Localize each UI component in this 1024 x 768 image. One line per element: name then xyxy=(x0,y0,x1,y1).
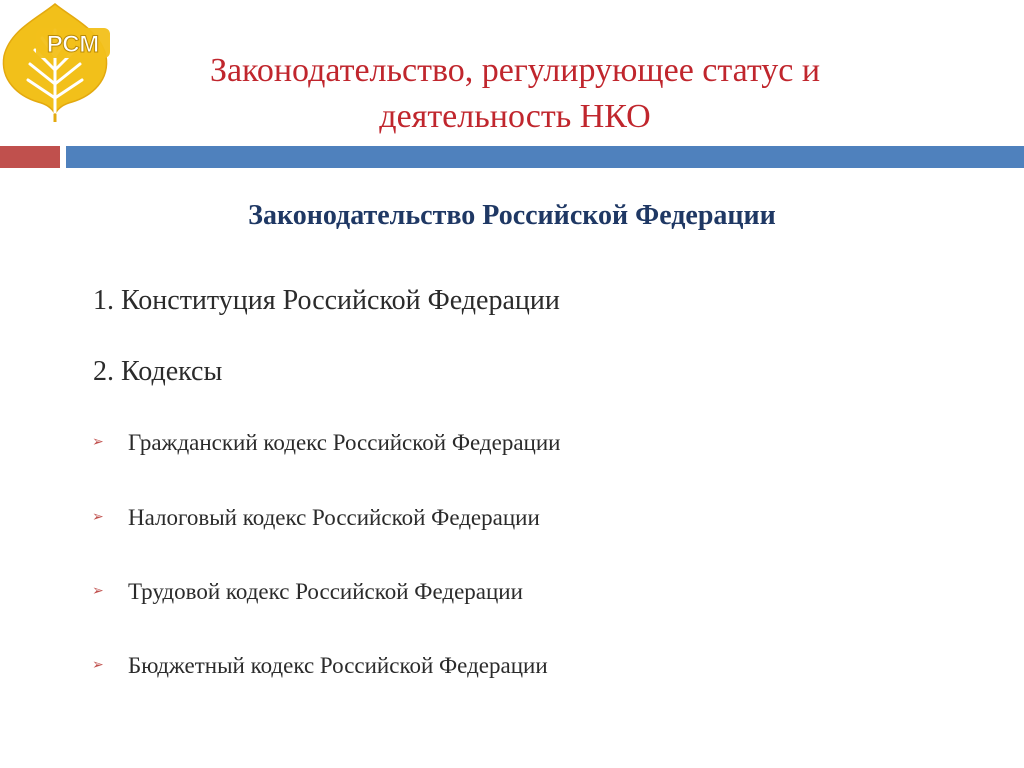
arrow-bullet-icon: ➢ xyxy=(92,584,104,599)
numbered-item-codes: 2. Кодексы xyxy=(93,356,223,387)
list-item-label: Трудовой кодекс Российской Федерации xyxy=(128,579,523,604)
list-item xyxy=(92,503,540,533)
slide-title xyxy=(120,48,910,140)
list-item-label: Гражданский кодекс Российской Федерации xyxy=(128,430,561,455)
slide-title-line1: Законодательство, регулирующее статус и xyxy=(209,52,821,89)
list-item xyxy=(92,428,560,458)
list-item-label: Бюджетный кодекс Российской Федерации xyxy=(128,653,548,678)
section-heading: Законодательство Российской Федерации xyxy=(248,200,776,231)
list-item xyxy=(92,651,548,681)
logo-text: РСМ xyxy=(46,31,100,58)
arrow-bullet-icon: ➢ xyxy=(92,435,104,450)
slide-title-line2: деятельность НКО xyxy=(379,98,651,135)
arrow-bullet-icon: ➢ xyxy=(92,658,104,673)
arrow-bullet-icon: ➢ xyxy=(92,510,104,525)
accent-bar-blue xyxy=(66,146,1024,168)
numbered-item-constitution: 1. Конституция Российской Федерации xyxy=(93,285,560,316)
rsm-logo xyxy=(0,0,110,122)
list-item-label: Налоговый кодекс Российской Федерации xyxy=(128,505,540,530)
accent-bar-red xyxy=(0,146,60,168)
list-item xyxy=(92,577,523,607)
birch-leaf-icon xyxy=(0,0,110,122)
